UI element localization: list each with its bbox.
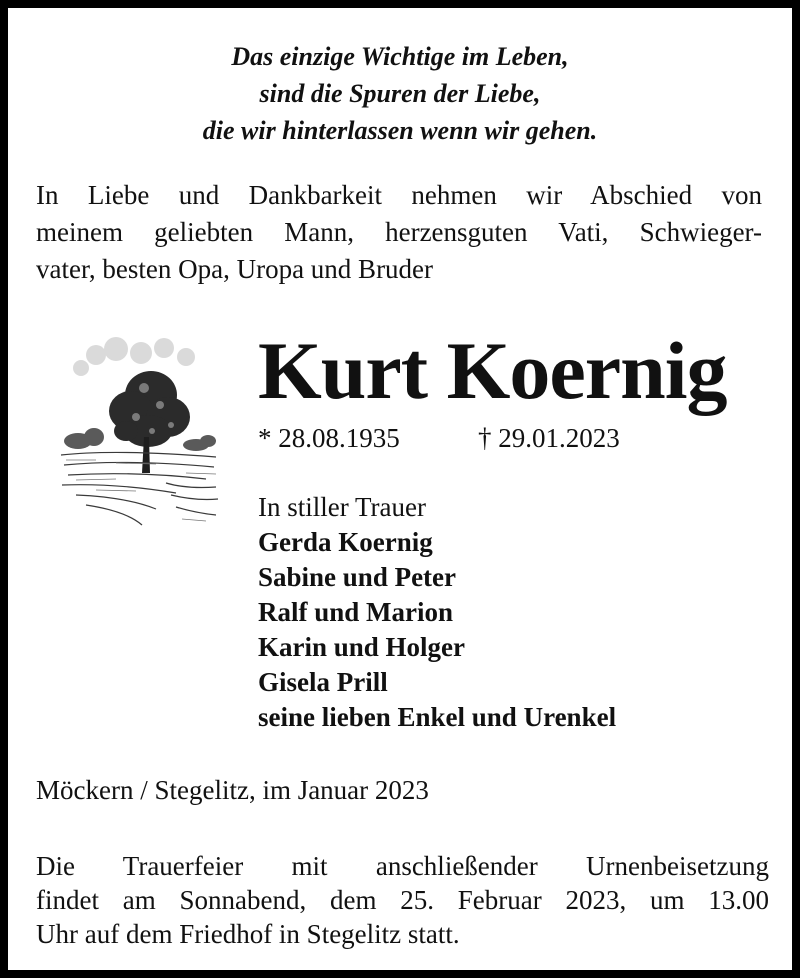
mourner-name: Ralf und Marion	[258, 597, 454, 627]
motto-line: sind die Spuren der Liebe,	[259, 79, 541, 108]
intro-line: meinem geliebten Mann, herzensguten Vati, Schwieger-	[36, 217, 762, 247]
birth-date: * 28.08.1935	[258, 423, 400, 453]
mourner-name: Sabine und Peter	[258, 562, 457, 592]
ceremony-details	[36, 849, 769, 951]
tree-landscape-icon	[56, 333, 221, 533]
motto-line: die wir hinterlassen wenn wir gehen.	[202, 116, 598, 145]
intro-line: vater, besten Opa, Uropa und Bruder	[36, 254, 434, 284]
motto-line: Das einzige Wichtige im Leben,	[231, 42, 569, 71]
ceremony-line: Uhr auf dem Friedhof in Stegelitz statt.	[36, 919, 460, 949]
mourner-name: Gisela Prill	[258, 667, 388, 697]
mourning-phrase: In stiller Trauer	[258, 492, 426, 522]
deceased-name: Kurt Koernig	[258, 325, 727, 416]
death-date: † 29.01.2023	[478, 423, 620, 453]
motto-quote	[8, 38, 792, 149]
intro-line: In Liebe und Dankbarkeit nehmen wir Abschied von	[36, 180, 762, 210]
place-and-date: Möckern / Stegelitz, im Januar 2023	[36, 775, 429, 805]
ceremony-line: Die Trauerfeier mit anschließender Urnenbeisetzung	[36, 851, 769, 881]
ceremony-line: findet am Sonnabend, dem 25. Februar 2023, um 13.00	[36, 885, 769, 915]
mourner-name: Gerda Koernig	[258, 527, 433, 557]
mourner-name: seine lieben Enkel und Urenkel	[258, 702, 617, 732]
mourner-name: Karin und Holger	[258, 632, 466, 662]
mourners-list	[258, 490, 616, 735]
farewell-intro	[36, 177, 762, 288]
